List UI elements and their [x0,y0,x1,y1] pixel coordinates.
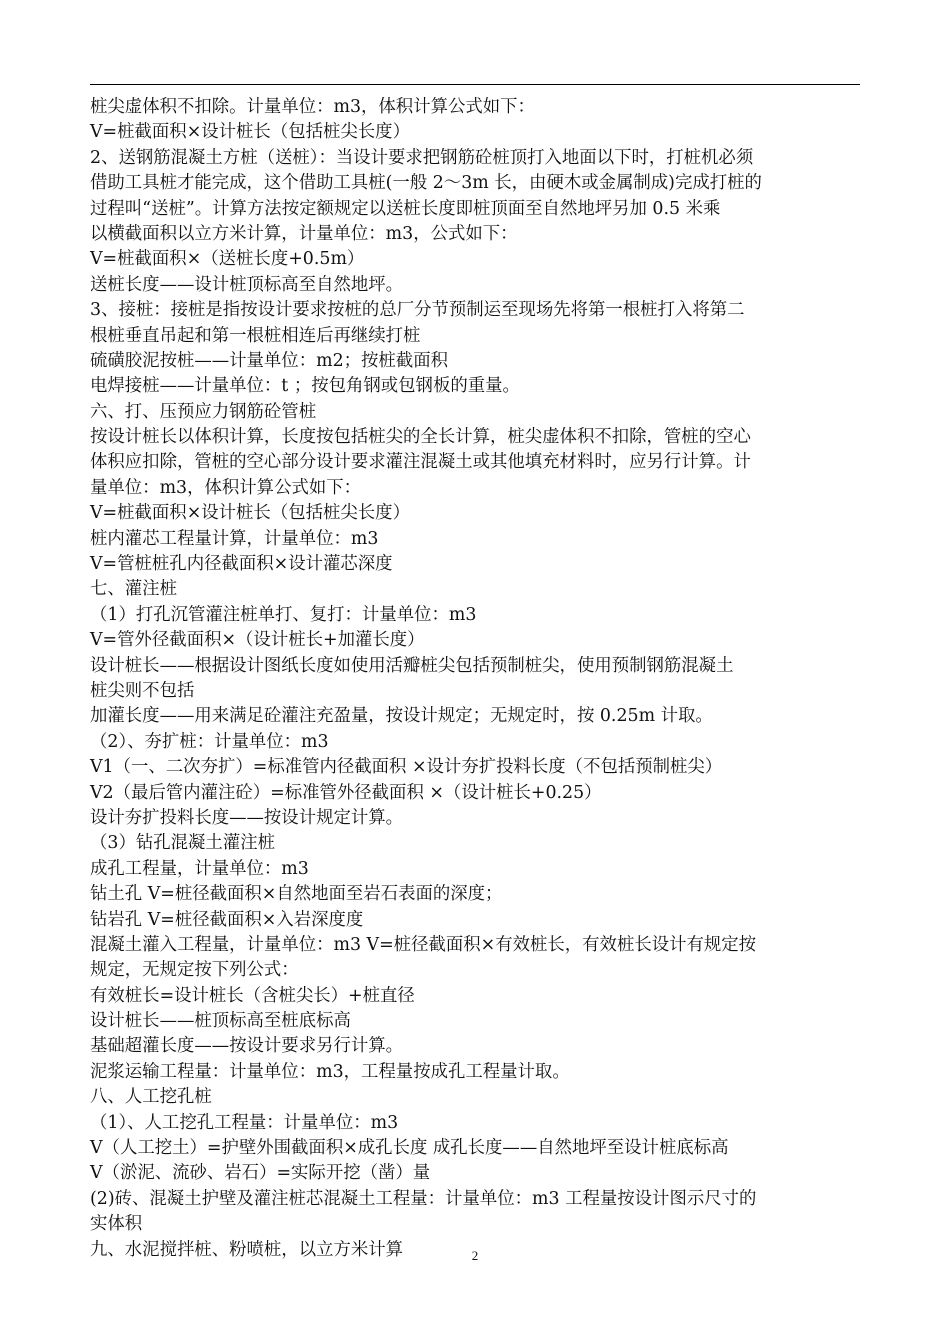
text-line: V=桩截面积×设计桩长（包括桩尖长度） [90,122,410,143]
text-line: 桩内灌芯工程量计算，计量单位：m3 [90,528,379,549]
text-line: 钻土孔 V=桩径截面积×自然地面至岩石表面的深度； [90,884,503,905]
text-line: 泥浆运输工程量：计量单位：m3，工程量按成孔工程量计取。 [90,1061,570,1082]
header-rule [90,84,860,85]
text-line: 九、水泥搅拌桩、粉喷桩，以立方米计算 [90,1239,404,1260]
text-line: 六、打、压预应力钢筋砼管桩 [90,401,317,422]
text-line: 桩尖则不包括 [90,680,195,701]
page-number: 2 [471,1248,479,1263]
text-line: 混凝土灌入工程量，计量单位：m3 V=桩径截面积×有效桩长，有效桩长设计有规定按 [90,934,757,955]
text-line: 实体积 [90,1214,143,1235]
text-line: 送桩长度——设计桩顶标高至自然地坪。 [90,274,404,295]
text-line: （3）钻孔混凝土灌注桩 [90,833,275,854]
text-line: 量单位：m3，体积计算公式如下： [90,477,362,498]
text-line: 八、人工挖孔桩 [90,1087,212,1108]
text-line: V=管桩桩孔内径截面积×设计灌芯深度 [90,554,393,575]
text-line: 有效桩长=设计桩长（含桩尖长）+桩直径 [90,985,415,1006]
text-line: V1（一、二次夯扩）=标准管内径截面积 ×设计夯扩投料长度（不包括预制桩尖） [90,757,723,778]
text-line: 规定，无规定按下列公式： [90,960,299,981]
text-line: 3、接桩：接桩是指按设计要求按桩的总厂分节预制运至现场先将第一根桩打入将第二 [90,300,745,321]
text-line: 成孔工程量，计量单位：m3 [90,858,309,879]
text-line: 根桩垂直吊起和第一根桩相连后再继续打桩 [90,325,421,346]
text-line: 电焊接桩——计量单位：t ；按包角钢或包钢板的重量。 [90,376,520,397]
document-body [90,95,860,1263]
text-line: 借助工具桩才能完成，这个借助工具桩(一般 2～3m 长，由硬木或金属制成)完成打桩的 [90,173,762,194]
text-line: 设计夯扩投料长度——按设计规定计算。 [90,807,404,828]
text-line: 设计桩长——根据设计图纸长度如使用活瓣桩尖包括预制桩尖，使用预制钢筋混凝土 [90,655,734,676]
text-line: 加灌长度——用来满足砼灌注充盈量，按设计规定；无规定时，按 0.25m 计取。 [90,706,713,727]
text-line: 硫磺胶泥按桩——计量单位：m2；按桩截面积 [90,350,448,371]
text-line: 过程叫“送桩”。计算方法按定额规定以送桩长度即桩顶面至自然地坪另加 0.5 米乘 [90,198,721,219]
text-line: 2、送钢筋混凝土方桩（送桩）：当设计要求把钢筋砼桩顶打入地面以下时，打桩机必须 [90,147,754,168]
text-line: （1）、人工挖孔工程量：计量单位：m3 [90,1112,399,1133]
text-line: V（淤泥、流砂、岩石）=实际开挖（凿）量 [90,1163,431,1184]
text-line: 体积应扣除，管桩的空心部分设计要求灌注混凝土或其他填充材料时，应另行计算。计 [90,452,751,473]
text-line: （2）、夯扩桩：计量单位：m3 [90,731,329,752]
text-line: V=桩截面积×（送桩长度+0.5m） [90,249,365,270]
text-line: 七、灌注桩 [90,579,177,600]
text-line: V=管外径截面积×（设计桩长+加灌长度） [90,630,425,651]
text-line: V2（最后管内灌注砼）=标准管外径截面积 ×（设计桩长+0.25） [90,782,602,803]
text-line: 钻岩孔 V=桩径截面积×入岩深度度 [90,909,364,930]
text-line: 以横截面积以立方米计算，计量单位：m3，公式如下： [90,223,518,244]
text-line: 桩尖虚体积不扣除。计量单位：m3，体积计算公式如下： [90,97,535,117]
text-line: 按设计桩长以体积计算，长度按包括桩尖的全长计算，桩尖虚体积不扣除，管桩的空心 [90,427,751,448]
text-line: （1）打孔沉管灌注桩单打、复打：计量单位：m3 [90,604,477,625]
text-line: V（人工挖土）=护壁外围截面积×成孔长度 成孔长度——自然地坪至设计桩底标高 [90,1138,729,1159]
text-line: V=桩截面积×设计桩长（包括桩尖长度） [90,503,410,524]
text-line: 基础超灌长度——按设计要求另行计算。 [90,1036,404,1057]
text-line: 设计桩长——桩顶标高至桩底标高 [90,1011,351,1032]
text-line: (2)砖、混凝土护壁及灌注桩芯混凝土工程量：计量单位：m3 工程量按设计图示尺寸的 [90,1188,757,1209]
